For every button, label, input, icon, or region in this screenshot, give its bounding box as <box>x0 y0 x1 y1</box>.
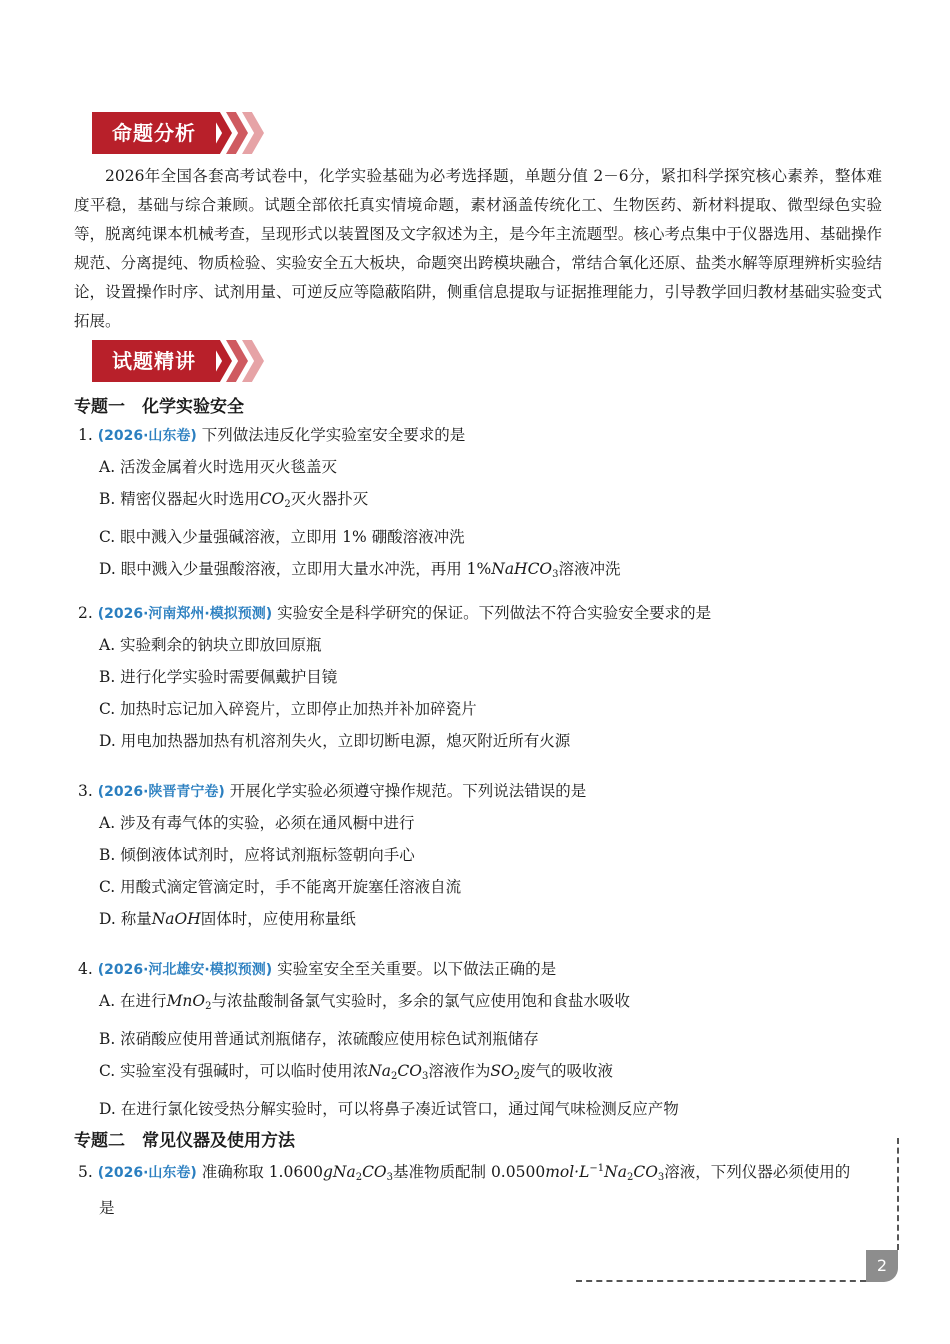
question-stem <box>78 598 886 629</box>
question-stem <box>78 954 886 985</box>
question-text: 实验安全是科学研究的保证。下列做法不符合实验安全要求的是 <box>277 604 712 622</box>
option-b: B. 进行化学实验时需要佩戴护目镜 <box>99 668 338 686</box>
question-number: 2. <box>78 604 93 622</box>
option-d: D. 用电加热器加热有机溶剂失火，立即切断电源，熄灭附近所有火源 <box>99 732 571 750</box>
question-text: 实验室安全至关重要。以下做法正确的是 <box>277 960 557 978</box>
option-b: B. 倾倒液体试剂时，应将试剂瓶标签朝向手心 <box>99 846 415 864</box>
question-text-continued: 是 <box>99 1199 115 1217</box>
question-text: 开展化学实验必须遵守操作规范。下列说法错误的是 <box>229 782 587 800</box>
question-source: (2026·山东卷) <box>97 1165 197 1181</box>
question-stem <box>78 420 886 451</box>
question-source: (2026·河北雄安·模拟预测) <box>97 962 273 978</box>
option-a: A. 涉及有毒气体的实验，必须在通风橱中进行 <box>99 814 415 832</box>
topic-heading-2: 专题二 常见仪器及使用方法 <box>74 1131 295 1151</box>
page-number: 2 <box>866 1250 898 1282</box>
section-title-lecture: 试题精讲 <box>92 340 216 382</box>
question-number: 4. <box>78 960 93 978</box>
option-c: C. 用酸式滴定管滴定时，手不能离开旋塞任溶液自流 <box>99 878 462 896</box>
question-source: (2026·陕晋青宁卷) <box>97 784 225 800</box>
question-text: 下列做法违反化学实验室安全要求的是 <box>201 426 466 444</box>
question-5 <box>78 1154 886 1223</box>
option-d: D. 眼中溅入少量强酸溶液，立即用大量水冲洗，再用 1%NaHCO$_3$溶液冲洗 <box>99 560 621 580</box>
section-banner-analysis <box>92 112 268 154</box>
option-c: C. 眼中溅入少量强碱溶液，立即用 1% 硼酸溶液冲洗 <box>99 528 465 546</box>
question-number: 3. <box>78 782 93 800</box>
question-1 <box>78 420 886 591</box>
analysis-paragraph: 2026年全国各套高考试卷中，化学实验基础为必考选择题，单题分值 2－6分，紧扣科学探究核心素养，整体难度平稳，基础与综合兼顾。试题全部依托真实情境命题，素材涵盖传统化工、生物医药、新材料提取、微型绿色实验等，脱离纯课本机械考查，呈现形式以装置图及文字叙述为主，是今年主流题型。核心考点集中于仪器选用、基础操作规范、分离提纯、物质检验、实验安全五大板块，命题突出跨模块融合，常结合氧化还原、盐类水解等原理辨析实验结论，设置操作时序、试剂用量、可逆反应等隐蔽陷阱，侧重信息提取与证据推理能力，引导教学回归教材基础实验变式拓展。 <box>74 167 882 330</box>
option-b: B. 精密仪器起火时选用$CO_2$灭火器扑灭 <box>99 490 369 510</box>
question-source: (2026·河南郑州·模拟预测) <box>97 606 273 622</box>
option-c: C. 实验室没有强碱时，可以临时使用浓$Na_2CO_3$溶液作为$SO_2$废气的吸收液 <box>99 1062 614 1082</box>
option-a: A. 实验剩余的钠块立即放回原瓶 <box>99 636 322 654</box>
question-number: 5. <box>78 1163 93 1181</box>
option-b: B. 浓硝酸应使用普通试剂瓶储存，浓硫酸应使用棕色试剂瓶储存 <box>99 1030 539 1048</box>
option-a: A. 在进行MnO$_2$与浓盐酸制备氯气实验时，多余的氯气应使用饱和食盐水吸收 <box>99 992 631 1012</box>
question-2 <box>78 598 886 757</box>
question-4 <box>78 954 886 1125</box>
option-a: A. 活泼金属着火时选用灭火毯盖灭 <box>99 458 338 476</box>
option-c: C. 加热时忘记加入碎瓷片，立即停止加热并补加碎瓷片 <box>99 700 477 718</box>
question-stem <box>78 776 886 807</box>
page-border-dashed-vertical <box>897 1138 899 1250</box>
option-d: D. 称量NaOH固体时，应使用称量纸 <box>99 910 356 928</box>
question-source: (2026·山东卷) <box>97 428 197 444</box>
question-number: 1. <box>78 426 93 444</box>
page-border-dashed-horizontal <box>576 1280 866 1282</box>
topic-heading-1: 专题一 化学实验安全 <box>74 397 244 417</box>
section-banner-lecture <box>92 340 268 382</box>
option-d: D. 在进行氯化铵受热分解实验时，可以将鼻子凑近试管口，通过闻气味检测反应产物 <box>99 1100 679 1118</box>
section-title-analysis: 命题分析 <box>92 112 216 154</box>
question-stem: 5. (2026·山东卷) 准确称取 $1.0600gNa_2CO_3$基准物质配制 $0.0500mol\cdot L^{-1}Na_2CO_3$溶液，下列仪器必须使用的 <box>78 1163 851 1183</box>
question-3 <box>78 776 886 935</box>
